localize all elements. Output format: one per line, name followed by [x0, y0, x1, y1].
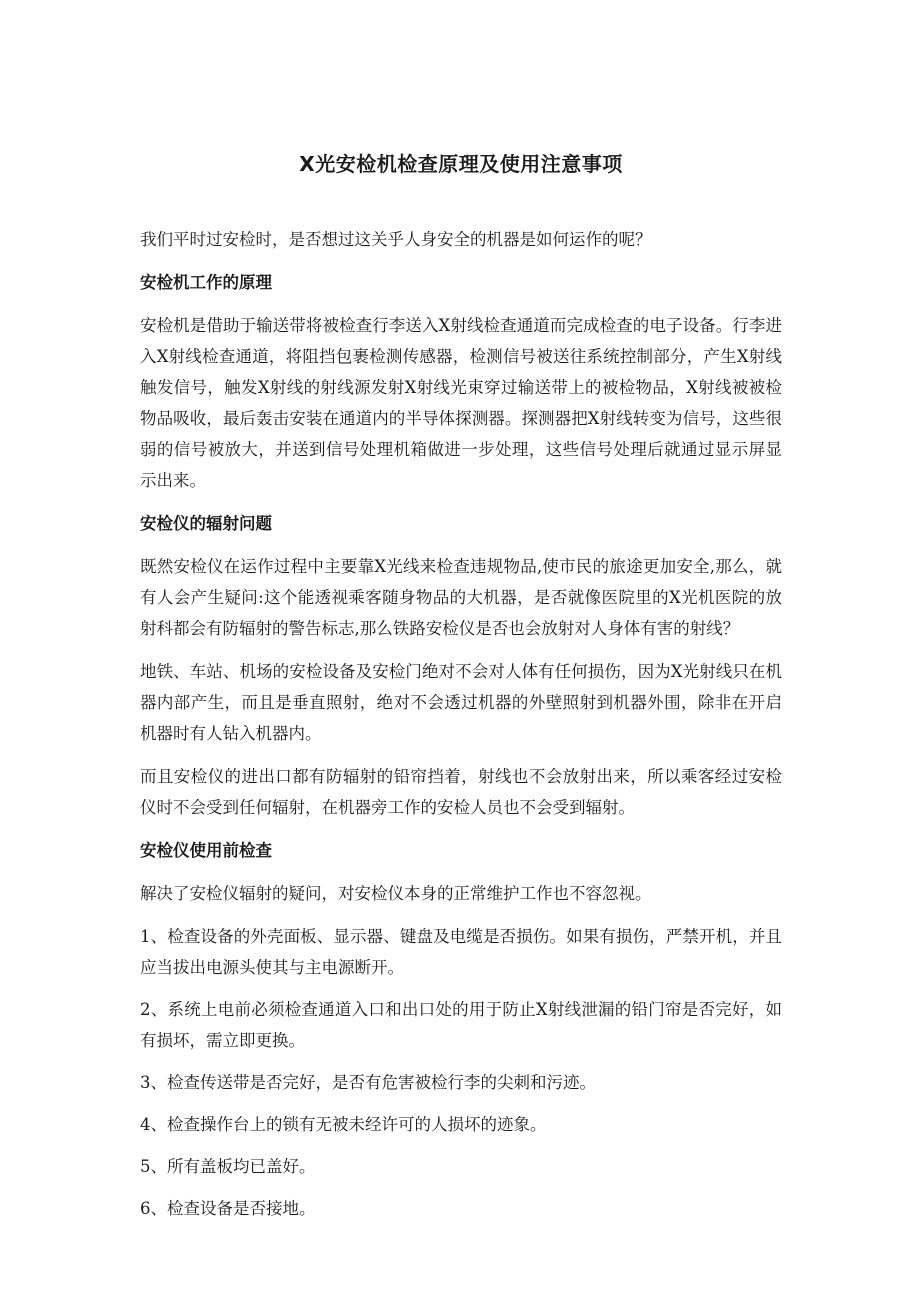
checklist-item: 4、检查操作台上的锁有无被未经许可的人损坏的迹象。 [140, 1115, 547, 1134]
checklist-item: 1、检查设备的外壳面板、显示器、键盘及电缆是否损伤。如果有损伤，严禁开机，并且应当拔出电源头使其与主电源断开。 [140, 927, 782, 977]
section-heading: 安检机工作的原理 [140, 273, 272, 292]
checklist-item: 6、检查设备是否接地。 [140, 1199, 316, 1218]
section-heading: 安检仪的辐射问题 [140, 514, 272, 533]
checklist-item: 5、所有盖板均已盖好。 [140, 1157, 316, 1176]
body-paragraph: 安检机是借助于输送带将被检查行李送入X射线检查通道而完成检查的电子设备。行李进入X射线检查通道，将阻挡包裹检测传感器，检测信号被送往系统控制部分，产生X射线触发信号，触发X射线的射线源发射X射线光束穿过输送带上的被检物品，X射线被被检物品吸收，最后轰击安装在通道内的半导体探测器。探测器把X射线转变为信号，这些很弱的信号被放大，并送到信号处理机箱做进一步处理，这些信号处理后就通过显示屏显示出来。 [140, 316, 782, 490]
section-radiation [140, 508, 782, 823]
checklist-item: 2、系统上电前必须检查通道入口和出口处的用于防止X射线泄漏的铅门帘是否完好，如有损坏，需立即更换。 [140, 1000, 782, 1050]
section-principle [140, 267, 782, 496]
section-heading: 安检仪使用前检查 [140, 841, 272, 860]
document-title: X光安检机检查原理及使用注意事项 [299, 152, 623, 176]
checklist-item: 3、检查传送带是否完好，是否有危害被检行李的尖刺和污迹。 [140, 1073, 596, 1092]
body-paragraph: 而且安检仪的进出口都有防辐射的铅帘挡着，射线也不会放射出来，所以乘客经过安检仪时不会受到任何辐射，在机器旁工作的安检人员也不会受到辐射。 [140, 767, 782, 817]
body-paragraph: 解决了安检仪辐射的疑问，对安检仪本身的正常维护工作也不容忽视。 [140, 884, 652, 903]
document-page [140, 150, 782, 1235]
section-pre-use-check [140, 835, 782, 1224]
body-paragraph: 既然安检仪在运作过程中主要靠X光线来检查违规物品,使市民的旅途更加安全,那么，就有人会产生疑问:这个能透视乘客随身物品的大机器，是否就像医院里的X光机医院的放射科都会有防辐射的警告标志,那么铁路安检仪是否也会放射对人身体有害的射线？ [140, 557, 782, 638]
intro-paragraph: 我们平时过安检时，是否想过这关乎人身安全的机器是如何运作的呢？ [140, 230, 652, 249]
body-paragraph: 地铁、车站、机场的安检设备及安检门绝对不会对人体有任何损伤，因为X光射线只在机器内部产生，而且是垂直照射，绝对不会透过机器的外壁照射到机器外围，除非在开启机器时有人钻入机器内。 [140, 662, 782, 743]
